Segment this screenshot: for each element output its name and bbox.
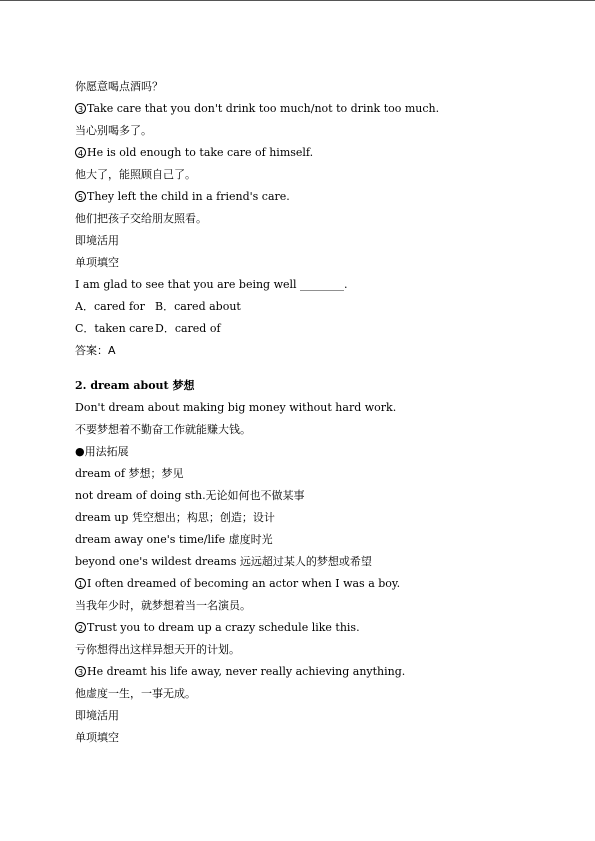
option-a: A．cared for xyxy=(75,300,145,313)
example-sentence: 3 Take care that you don't drink too much/not to drink too much. xyxy=(75,98,545,120)
example-sentence: 1 I often dreamed of becoming an actor when I was a boy. xyxy=(75,573,545,595)
circled-number: 3 xyxy=(75,666,86,677)
chinese-line: 你愿意喝点酒吗？ xyxy=(75,80,163,93)
option-d: D．cared of xyxy=(155,322,221,335)
options-row xyxy=(75,296,545,318)
usage-heading: ●用法拓展 xyxy=(75,445,129,458)
chinese-line: 当我年少时，就梦想着当一名演员。 xyxy=(75,599,251,612)
example-sentence: 4 He is old enough to take care of himself. xyxy=(75,142,545,164)
usage-item: dream of 梦想；梦见 xyxy=(75,467,184,480)
option-c: C．taken care xyxy=(75,322,154,335)
practice-subheading: 单项填空 xyxy=(75,731,119,744)
question-text: I am glad to see that you are being well ________. xyxy=(75,278,348,291)
usage-item: beyond one's wildest dreams 远远超过某人的梦想或希望 xyxy=(75,555,372,568)
example-sentence: 3 He dreamt his life away, never really achieving anything. xyxy=(75,661,545,683)
circled-number: 1 xyxy=(75,578,86,589)
answer-text: 答案：A xyxy=(75,344,116,357)
chinese-line: 他大了，能照顾自己了。 xyxy=(75,168,196,181)
circled-number: 2 xyxy=(75,622,86,633)
chinese-line: 当心别喝多了。 xyxy=(75,124,152,137)
chinese-line: 亏你想得出这样异想天开的计划。 xyxy=(75,643,240,656)
usage-item: not dream of doing sth.无论如何也不做某事 xyxy=(75,489,305,502)
section-title: 2. dream about 梦想 xyxy=(75,379,195,392)
practice-subheading: 单项填空 xyxy=(75,256,119,269)
usage-item: dream up 凭空想出；构思；创造；设计 xyxy=(75,511,275,524)
chinese-line: 他们把孩子交给朋友照看。 xyxy=(75,212,207,225)
example-sentence: 5 They left the child in a friend's care. xyxy=(75,186,545,208)
document-body xyxy=(75,76,545,749)
example-sentence: Don't dream about making big money without hard work. xyxy=(75,401,397,414)
chinese-line: 不要梦想着不勤奋工作就能赚大钱。 xyxy=(75,423,251,436)
option-b: B．cared about xyxy=(155,300,241,313)
section-gap xyxy=(75,362,545,375)
practice-heading: 即境活用 xyxy=(75,234,119,247)
circled-number: 5 xyxy=(75,191,86,202)
example-sentence: 2 Trust you to dream up a crazy schedule like this. xyxy=(75,617,545,639)
circled-number: 3 xyxy=(75,103,86,114)
usage-item: dream away one's time/life 虚度时光 xyxy=(75,533,273,546)
options-row xyxy=(75,318,545,340)
chinese-line: 他虚度一生，一事无成。 xyxy=(75,687,196,700)
circled-number: 4 xyxy=(75,147,86,158)
page-top-border xyxy=(0,0,595,1)
practice-heading: 即境活用 xyxy=(75,709,119,722)
